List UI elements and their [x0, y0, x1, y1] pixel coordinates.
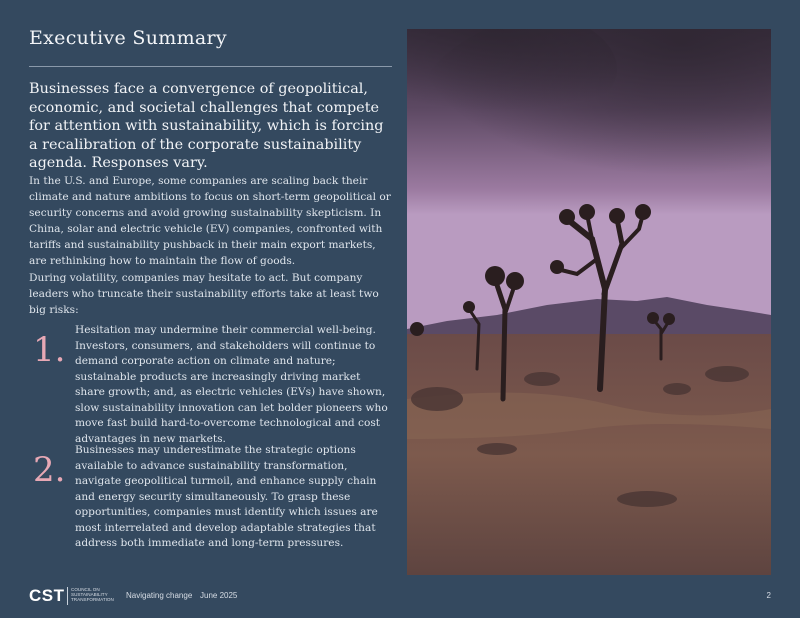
risk-number-2: 2. [33, 450, 66, 490]
risk-text-1: Hesitation may undermine their commercial well-being. Investors, consumers, and stakeholders will continue to demand corporate action on climate and nature; sustainable products are increasingly driving market share growth; and, as electric vehicles (EVs) have shown, slow sustainability innovation can let bolder pioneers who move fast build hard-to-overcome technological and cost advantages in new markets. [75, 324, 388, 445]
footer [29, 584, 773, 608]
logo-subtitle [71, 587, 131, 603]
lead-paragraph: Businesses face a convergence of geopolitical, economic, and societal challenges that compete for attention with sustainability, which is forcing a recalibration of the corporate sustainability agenda. Responses vary. [29, 81, 384, 172]
page-number: 2 [766, 591, 771, 600]
logo-line-2: SUSTAINABILITY [71, 592, 108, 598]
footer-date: June 2025 [200, 591, 238, 600]
logo-divider [67, 587, 68, 605]
risk-number-1: 1. [33, 330, 66, 370]
footer-section-label: Navigating change [126, 591, 193, 600]
cst-logo: CST [29, 586, 65, 605]
body-paragraph-2: During volatility, companies may hesitate to act. But company leaders who truncate their sustainability efforts take at least two big risks: [29, 272, 379, 316]
title-divider [29, 66, 392, 67]
desert-landscape-icon [407, 29, 771, 575]
page-title: Executive Summary [29, 27, 227, 49]
logo-line-3: TRANSFORMATION [71, 597, 114, 603]
body-paragraph-1: In the U.S. and Europe, some companies are scaling back their climate and nature ambitions to focus on short-term geopolitical or security concerns and avoid growing sustainability skepticism. In China, solar and electric vehicle (EV) companies, confronted with tariffs and sustainability pushback in their main export markets, are rethinking how to maintain the flow of goods. [29, 175, 391, 267]
joshua-tree-photo [407, 29, 771, 575]
logo-line-1: COUNCIL ON [71, 587, 100, 592]
risk-text-2: Businesses may underestimate the strategic options available to advance sustainability transformation, navigate geopolitical turmoil, and enhance supply chain and energy security simultaneously. To grasp these opportunities, companies must identify which issues are most interrelated and develop adaptable strategies that address both immediate and long-term pressures. [75, 444, 378, 549]
